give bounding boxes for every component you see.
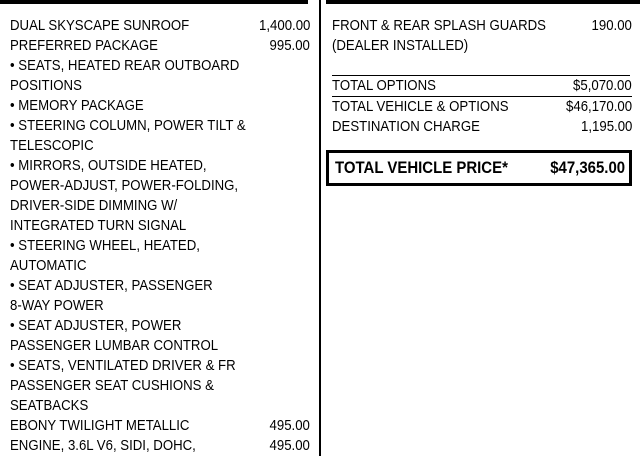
option-line	[10, 436, 310, 456]
option-text: • MIRRORS, OUTSIDE HEATED,	[10, 157, 207, 174]
option-line	[10, 396, 310, 416]
total-amount: $5,070.00	[573, 77, 632, 94]
top-rule-left	[0, 0, 308, 4]
options-list-left	[10, 16, 310, 456]
option-line	[332, 36, 632, 56]
option-text: • SEATS, VENTILATED DRIVER & FR	[10, 357, 236, 374]
option-line	[10, 216, 310, 236]
option-price: 190.00	[591, 17, 632, 34]
option-text: DRIVER-SIDE DIMMING W/	[10, 197, 178, 214]
option-line	[10, 16, 310, 36]
option-line	[10, 36, 310, 56]
option-line	[10, 316, 310, 336]
option-text: EBONY TWILIGHT METALLIC	[10, 417, 190, 434]
option-line	[10, 136, 310, 156]
option-text: FRONT & REAR SPLASH GUARDS	[332, 17, 546, 34]
option-text: DUAL SKYSCAPE SUNROOF	[10, 17, 190, 34]
option-line	[10, 56, 310, 76]
option-text: TELESCOPIC	[10, 137, 94, 154]
option-line	[10, 176, 310, 196]
option-text: ENGINE, 3.6L V6, SIDI, DOHC,	[10, 437, 196, 454]
option-price: 495.00	[269, 437, 310, 454]
option-text: INTEGRATED TURN SIGNAL	[10, 217, 187, 234]
total-label: DESTINATION CHARGE	[332, 118, 480, 135]
option-line	[10, 296, 310, 316]
option-text: PREFERRED PACKAGE	[10, 37, 158, 54]
option-line	[10, 276, 310, 296]
destination-charge-row	[332, 117, 632, 137]
option-text: POSITIONS	[10, 77, 82, 94]
option-line	[10, 156, 310, 176]
option-line	[10, 256, 310, 276]
option-text: • SEATS, HEATED REAR OUTBOARD	[10, 57, 240, 74]
option-line	[10, 116, 310, 136]
option-price: 495.00	[269, 417, 310, 434]
option-text: • SEAT ADJUSTER, PASSENGER	[10, 277, 213, 294]
option-text: SEATBACKS	[10, 397, 89, 414]
total-vehicle-price-box	[326, 150, 632, 186]
option-text: POWER-ADJUST, POWER-FOLDING,	[10, 177, 239, 194]
option-text: • SEAT ADJUSTER, POWER	[10, 317, 182, 334]
option-line	[10, 196, 310, 216]
total-amount: 1,195.00	[580, 118, 632, 135]
top-rule-right	[326, 0, 640, 4]
option-line	[332, 16, 632, 36]
option-text: 8-WAY POWER	[10, 297, 104, 314]
totals-section	[332, 76, 632, 137]
total-amount: $46,170.00	[565, 98, 632, 115]
option-line	[10, 376, 310, 396]
total-options-row	[332, 76, 632, 97]
total-vehicle-price-label: TOTAL VEHICLE PRICE*	[335, 158, 508, 177]
column-divider	[319, 0, 321, 456]
option-text: PASSENGER SEAT CUSHIONS &	[10, 377, 214, 394]
option-text: • MEMORY PACKAGE	[10, 97, 144, 114]
option-line	[10, 336, 310, 356]
option-text: • STEERING WHEEL, HEATED,	[10, 237, 200, 254]
total-vehicle-options-row	[332, 97, 632, 117]
option-line	[10, 96, 310, 116]
option-line	[10, 236, 310, 256]
total-label: TOTAL VEHICLE & OPTIONS	[332, 98, 509, 115]
option-text: (DEALER INSTALLED)	[332, 37, 469, 54]
option-line	[10, 356, 310, 376]
total-vehicle-price-amount: $47,365.00	[550, 158, 625, 177]
options-list-right	[332, 16, 632, 56]
option-line	[10, 416, 310, 436]
option-text: AUTOMATIC	[10, 257, 87, 274]
option-price: 995.00	[269, 37, 310, 54]
total-label: TOTAL OPTIONS	[332, 77, 436, 94]
option-price: 1,400.00	[258, 17, 310, 34]
option-line	[10, 76, 310, 96]
option-text: PASSENGER LUMBAR CONTROL	[10, 337, 219, 354]
option-text: • STEERING COLUMN, POWER TILT &	[10, 117, 246, 134]
